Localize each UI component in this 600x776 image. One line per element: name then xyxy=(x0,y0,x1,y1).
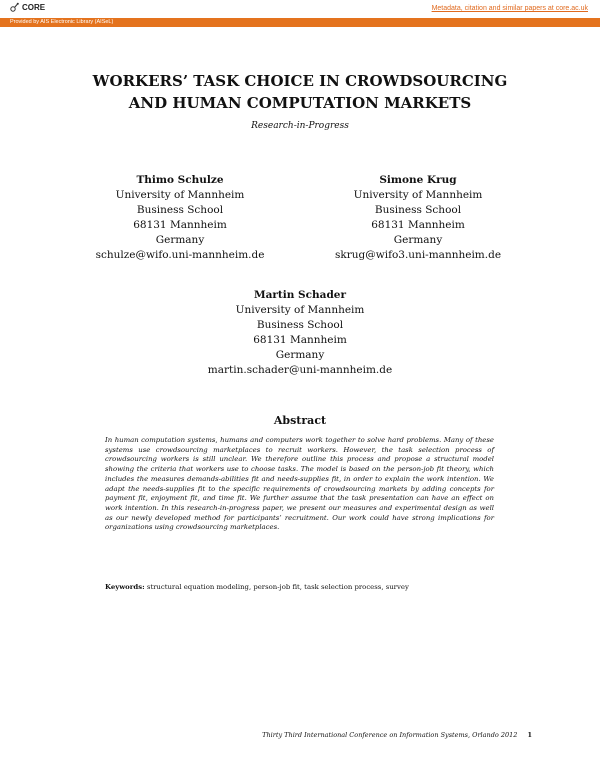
core-logo-icon xyxy=(9,2,20,13)
author-city: 68131 Mannheim xyxy=(133,219,227,231)
keywords xyxy=(105,583,505,591)
abstract-body: In human computation systems, humans and computers work together to solve hard problems. Many of these systems use crowdsourcing marketplaces to recruit workers. However, the task selection process of crowdsourcing workers is still unclear. We therefore outline this process and propose a structural model showing the criteria that workers use to choose tasks. The model is based on the person-job fit theory, which includes the measures demands-abilities fit and needs-supplies fit, in order to explain the work intention. We adapt the needs-supplies fit to the specific requirements of crowdsourcing markets by adding concepts for payment fit, enjoyment fit, and time fit. We further assume that the task presentation can have an effect on work intention. In this research-in-progress paper, we present our measures and experimental design as well as our newly developed method for participants’ recruitment. Our work could have strong implications for organizations using crowdsourcing marketplaces. xyxy=(105,436,494,532)
abstract-heading: Abstract xyxy=(273,414,327,427)
author-department: Business School xyxy=(136,204,224,216)
author-city: 68131 Mannheim xyxy=(371,219,465,231)
author-country: Germany xyxy=(275,349,325,361)
paper-title xyxy=(0,70,600,114)
author-department: Business School xyxy=(374,204,462,216)
author-email: skrug@wifo3.uni-mannheim.de xyxy=(334,249,502,261)
author-affiliation: University of Mannheim xyxy=(235,304,365,316)
author-name: Thimo Schulze xyxy=(136,174,224,186)
author-city: 68131 Mannheim xyxy=(253,334,347,346)
author-email: schulze@wifo.uni-mannheim.de xyxy=(95,249,265,261)
paper-title-line-1: WORKERS’ TASK CHOICE IN CROWDSOURCING xyxy=(92,72,508,90)
author-name: Simone Krug xyxy=(379,174,457,186)
provided-by-banner xyxy=(0,18,600,27)
author-block xyxy=(318,173,518,263)
author-country: Germany xyxy=(155,234,205,246)
core-logo-text: CORE xyxy=(22,3,46,12)
provided-by-text: Provided by AIS Electronic Library (AISeL) xyxy=(10,19,114,25)
core-metadata-link[interactable]: Metadata, citation and similar papers at core.ac.uk xyxy=(431,5,588,12)
footer-page-number: 1 xyxy=(527,731,532,739)
author-country: Germany xyxy=(393,234,443,246)
keywords-label: Keywords: xyxy=(105,583,145,591)
footer-conference: Thirty Third International Conference on Information Systems, Orlando 2012 xyxy=(262,731,518,739)
core-logo[interactable] xyxy=(9,2,45,13)
author-block xyxy=(80,173,280,263)
paper-subtitle: Research-in-Progress xyxy=(251,121,349,131)
author-affiliation: University of Mannheim xyxy=(115,189,245,201)
author-affiliation: University of Mannheim xyxy=(353,189,483,201)
keywords-text: structural equation modeling, person-job fit, task selection process, survey xyxy=(146,583,409,591)
author-block xyxy=(195,288,405,378)
page-footer xyxy=(0,731,532,739)
paper-title-line-2: AND HUMAN COMPUTATION MARKETS xyxy=(128,94,472,112)
author-department: Business School xyxy=(256,319,344,331)
author-email: martin.schader@uni-mannheim.de xyxy=(207,364,393,376)
author-name: Martin Schader xyxy=(253,289,347,301)
